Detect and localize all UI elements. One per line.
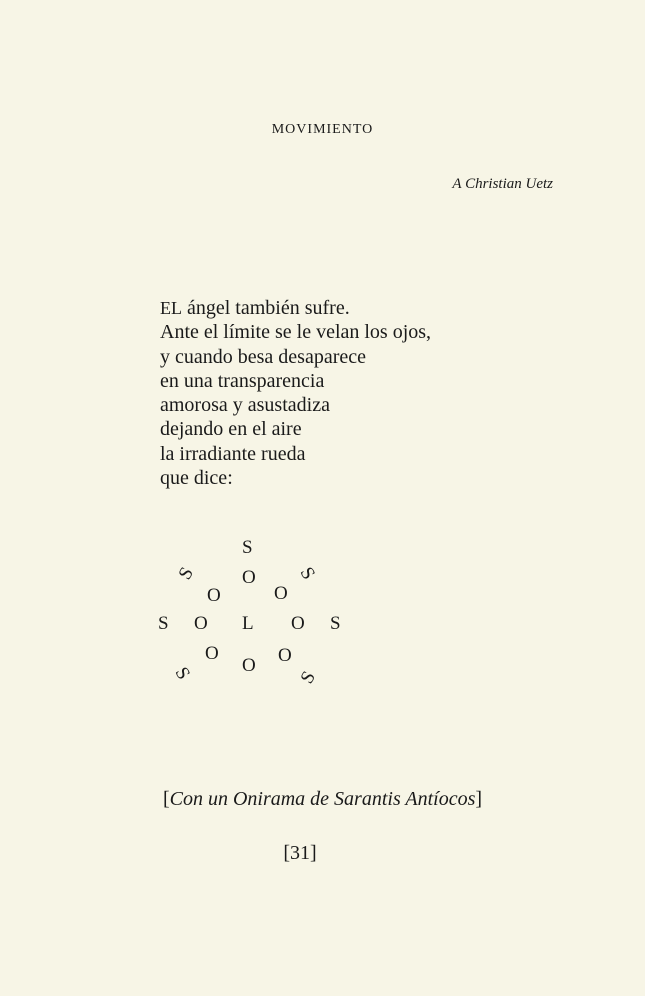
wheel-letter: S: [330, 613, 341, 634]
wheel-letter: O: [207, 585, 221, 606]
poem-line: que dice:: [160, 467, 233, 490]
wheel-letter: S: [296, 667, 321, 688]
poem-line: y cuando besa desaparece: [160, 345, 366, 368]
wheel-letter: S: [174, 563, 199, 584]
poem-first-line-rest: ángel también sufre.: [182, 297, 350, 319]
poem-line: [160, 296, 431, 320]
wheel-letter: L: [242, 613, 254, 634]
poem-line: Ante el límite se le velan los ojos,: [160, 321, 432, 344]
poem-line: amorosa y asustadiza: [160, 394, 330, 417]
poem-line: en una transparencia: [160, 369, 325, 392]
wheel-letter: O: [242, 567, 256, 588]
wheel-letter: S: [170, 663, 195, 684]
caption-close-bracket: ]: [475, 788, 483, 810]
dedication: A Christian Uetz: [452, 176, 553, 192]
figure-caption: [0, 788, 645, 811]
wheel-letter: O: [194, 613, 208, 634]
page-number: [31]: [283, 842, 317, 864]
caption-open-bracket: [: [162, 788, 170, 810]
solos-wheel-figure: [150, 530, 350, 710]
wheel-letter: S: [158, 613, 169, 634]
wheel-letter: O: [205, 643, 219, 664]
poem-line: la irradiante rueda: [160, 442, 306, 465]
poem-body: [160, 296, 431, 490]
poem-line: dejando en el aire: [160, 418, 302, 441]
poem-title: MOVIMIENTO: [271, 122, 374, 137]
wheel-letter: O: [291, 613, 305, 634]
caption-text: Con un Onirama de Sarantis Antíocos: [169, 788, 476, 810]
wheel-letter: S: [242, 537, 253, 558]
poem-first-word: EL: [160, 298, 182, 318]
wheel-letter: O: [242, 655, 256, 676]
wheel-letter: S: [295, 563, 320, 584]
wheel-letter: O: [274, 583, 288, 604]
wheel-letter: O: [278, 645, 292, 666]
